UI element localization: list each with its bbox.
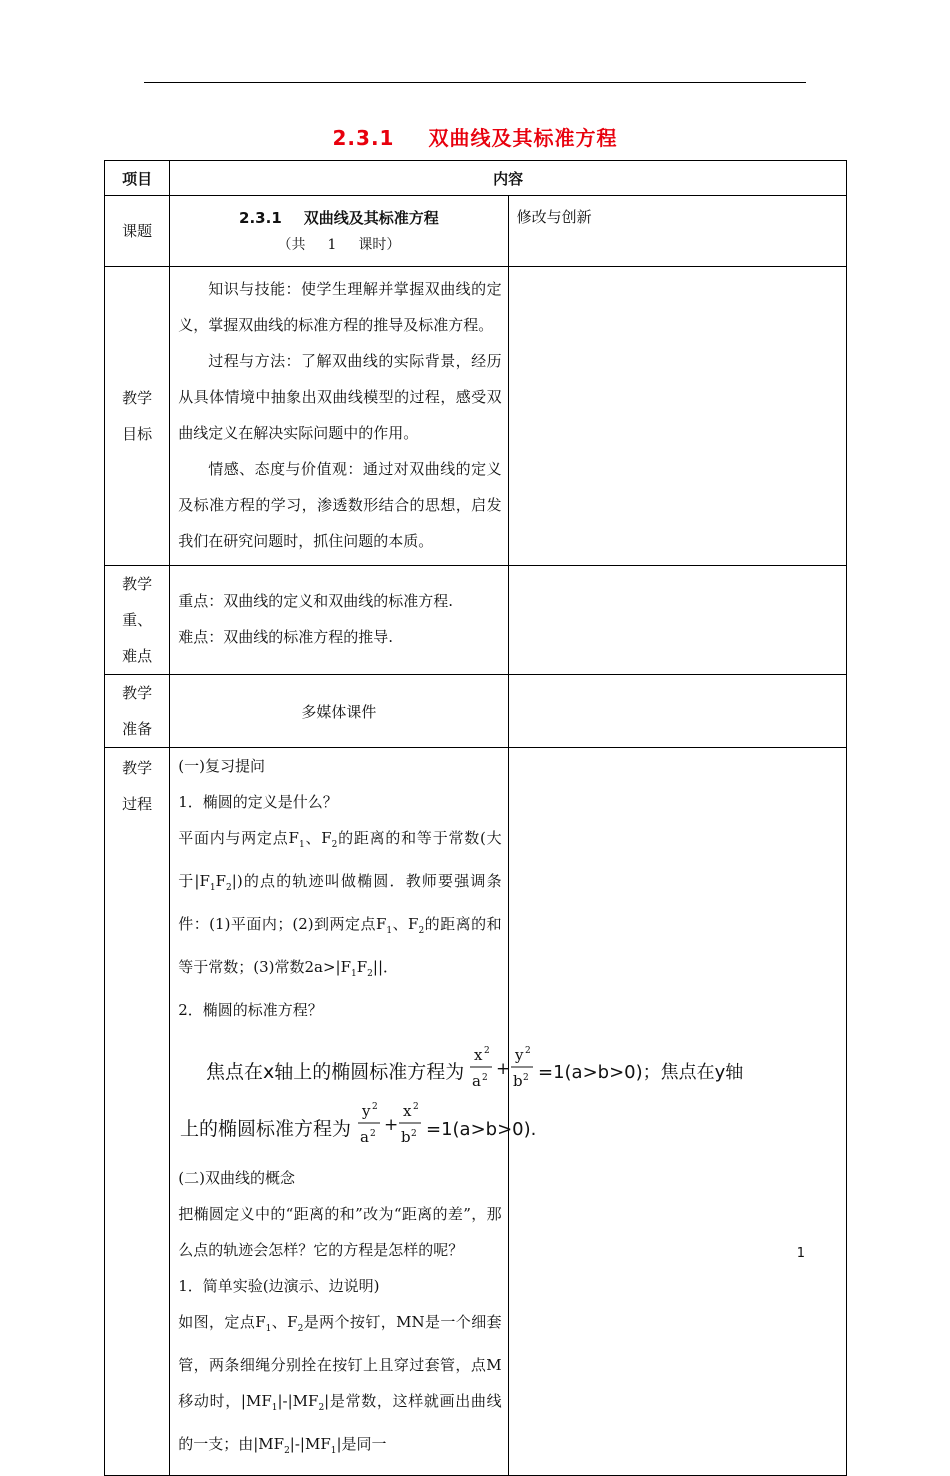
ellipse-equation-image — [178, 1036, 744, 1154]
process-content — [170, 748, 744, 1476]
topic-label: 课题 — [105, 196, 170, 267]
title-text: 双曲线及其标准方程 — [428, 126, 618, 150]
objectives-content — [170, 267, 508, 566]
hours-suffix: 课时） — [358, 236, 401, 253]
svg-text:焦点在x轴上的椭圆标准方程为: 焦点在x轴上的椭圆标准方程为 — [206, 1061, 465, 1083]
topic-number: 2.3.1 — [239, 208, 282, 227]
svg-text:=1(a>b>0).: =1(a>b>0). — [426, 1119, 537, 1140]
objectives-row — [105, 267, 847, 566]
answer-ellipse-def: 平面内与两定点$F_1$、$F_2$的距离的和等于常数(大于$|F_1F_2|$)的点的轨迹叫做椭圆．教师要强调条件：(1)平面内；(2)到两定点$F_1$、$F_2$的距离的和等于常数；(3)常数$2a>|F_1F_2||$． — [178, 829, 502, 979]
objective-emotion: 情感、态度与价值观：通过对双曲线的定义及标准方程的学习，渗透数形结合的思想，启发我们在研究问题时，抓住问题的本质。 — [178, 460, 502, 550]
topic-content — [170, 196, 508, 267]
svg-text:2: 2 — [413, 1102, 419, 1112]
svg-text:2: 2 — [372, 1102, 378, 1112]
objectives-label — [105, 267, 170, 566]
svg-text:2: 2 — [525, 1046, 531, 1056]
svg-text:2: 2 — [484, 1046, 490, 1056]
svg-text:x: x — [474, 1046, 483, 1064]
svg-text:=1(a>b>0)；焦点在y轴: =1(a>b>0)；焦点在y轴 — [538, 1062, 744, 1083]
prep-label-text: 教学准备 — [122, 684, 153, 738]
svg-text:x: x — [403, 1102, 412, 1120]
section-review: (一)复习提问 — [178, 757, 265, 775]
process-label-text: 教学过程 — [122, 759, 153, 813]
process-row — [105, 748, 847, 1476]
title-number: 2.3.1 — [332, 126, 395, 150]
svg-text:b: b — [513, 1072, 523, 1090]
svg-text:2: 2 — [482, 1073, 488, 1083]
svg-text:上的椭圆标准方程为: 上的椭圆标准方程为 — [180, 1118, 352, 1140]
focus-row — [105, 566, 847, 675]
header-item: 项目 — [105, 161, 170, 196]
hours-count: 1 — [327, 236, 337, 253]
svg-text:+: + — [384, 1115, 399, 1135]
svg-text:2: 2 — [411, 1129, 417, 1139]
revision-label: 修改与创新 — [508, 196, 846, 267]
focus-revision — [508, 566, 846, 675]
experiment-title: 1．简单实验(边演示、边说明) — [178, 1277, 380, 1295]
svg-text:y: y — [362, 1102, 371, 1120]
question-ellipse-def: 1．椭圆的定义是什么？ — [178, 793, 338, 811]
hours-prefix: （共 — [277, 236, 306, 253]
topic-text: 双曲线及其标准方程 — [303, 208, 439, 227]
objectives-revision — [508, 267, 846, 566]
header-rule — [144, 82, 806, 83]
svg-text:+: + — [496, 1059, 511, 1079]
header-content: 内容 — [170, 161, 847, 196]
section-hyperbola-concept: (二)双曲线的概念 — [178, 1169, 295, 1187]
objectives-label-text: 教学目标 — [122, 389, 153, 443]
svg-text:a: a — [360, 1128, 370, 1146]
difficult-point: 难点：双曲线的标准方程的推导. — [178, 628, 394, 646]
prep-revision — [508, 675, 846, 748]
experiment-description: 如图，定点$F_1$、$F_2$是两个按钉，MN是一个细套管，两条细绳分别拴在按钉上且穿过套管，点M移动时，$|MF_1|-|MF_2|$是常数，这样就画出曲线的一支；由$|MF_2|-|MF_1|$是同一 — [178, 1313, 502, 1456]
topic-hours — [170, 234, 507, 254]
question-ellipse-eq: 2．椭圆的标准方程？ — [178, 1001, 323, 1019]
svg-text:b: b — [401, 1128, 411, 1146]
focus-content — [170, 566, 508, 675]
objective-process: 过程与方法：了解双曲线的实际背景，经历从具体情境中抽象出双曲线模型的过程，感受双曲线定义在解决实际问题中的作用。 — [178, 352, 502, 442]
focus-label — [105, 566, 170, 675]
document-title — [0, 122, 950, 151]
svg-text:y: y — [515, 1046, 524, 1064]
page-number: 1 — [796, 1246, 805, 1261]
prep-label — [105, 675, 170, 748]
key-point: 重点：双曲线的定义和双曲线的标准方程. — [178, 592, 454, 610]
hyperbola-question: 把椭圆定义中的“距离的和”改为“距离的差”，那么点的轨迹会怎样？它的方程是怎样的呢？ — [178, 1205, 502, 1259]
topic-title — [170, 203, 507, 228]
table-header-row — [105, 161, 847, 196]
lesson-plan-table — [104, 160, 847, 1476]
svg-text:2: 2 — [523, 1073, 529, 1083]
svg-text:a: a — [472, 1072, 482, 1090]
svg-text:2: 2 — [370, 1129, 376, 1139]
topic-row — [105, 196, 847, 267]
prep-content: 多媒体课件 — [170, 675, 508, 748]
process-revision — [508, 748, 846, 1476]
process-label — [105, 748, 170, 1476]
objective-knowledge: 知识与技能：使学生理解并掌握双曲线的定义，掌握双曲线的标准方程的推导及标准方程。 — [178, 280, 502, 334]
focus-label-text: 教学重、难点 — [122, 575, 153, 665]
prep-row — [105, 675, 847, 748]
